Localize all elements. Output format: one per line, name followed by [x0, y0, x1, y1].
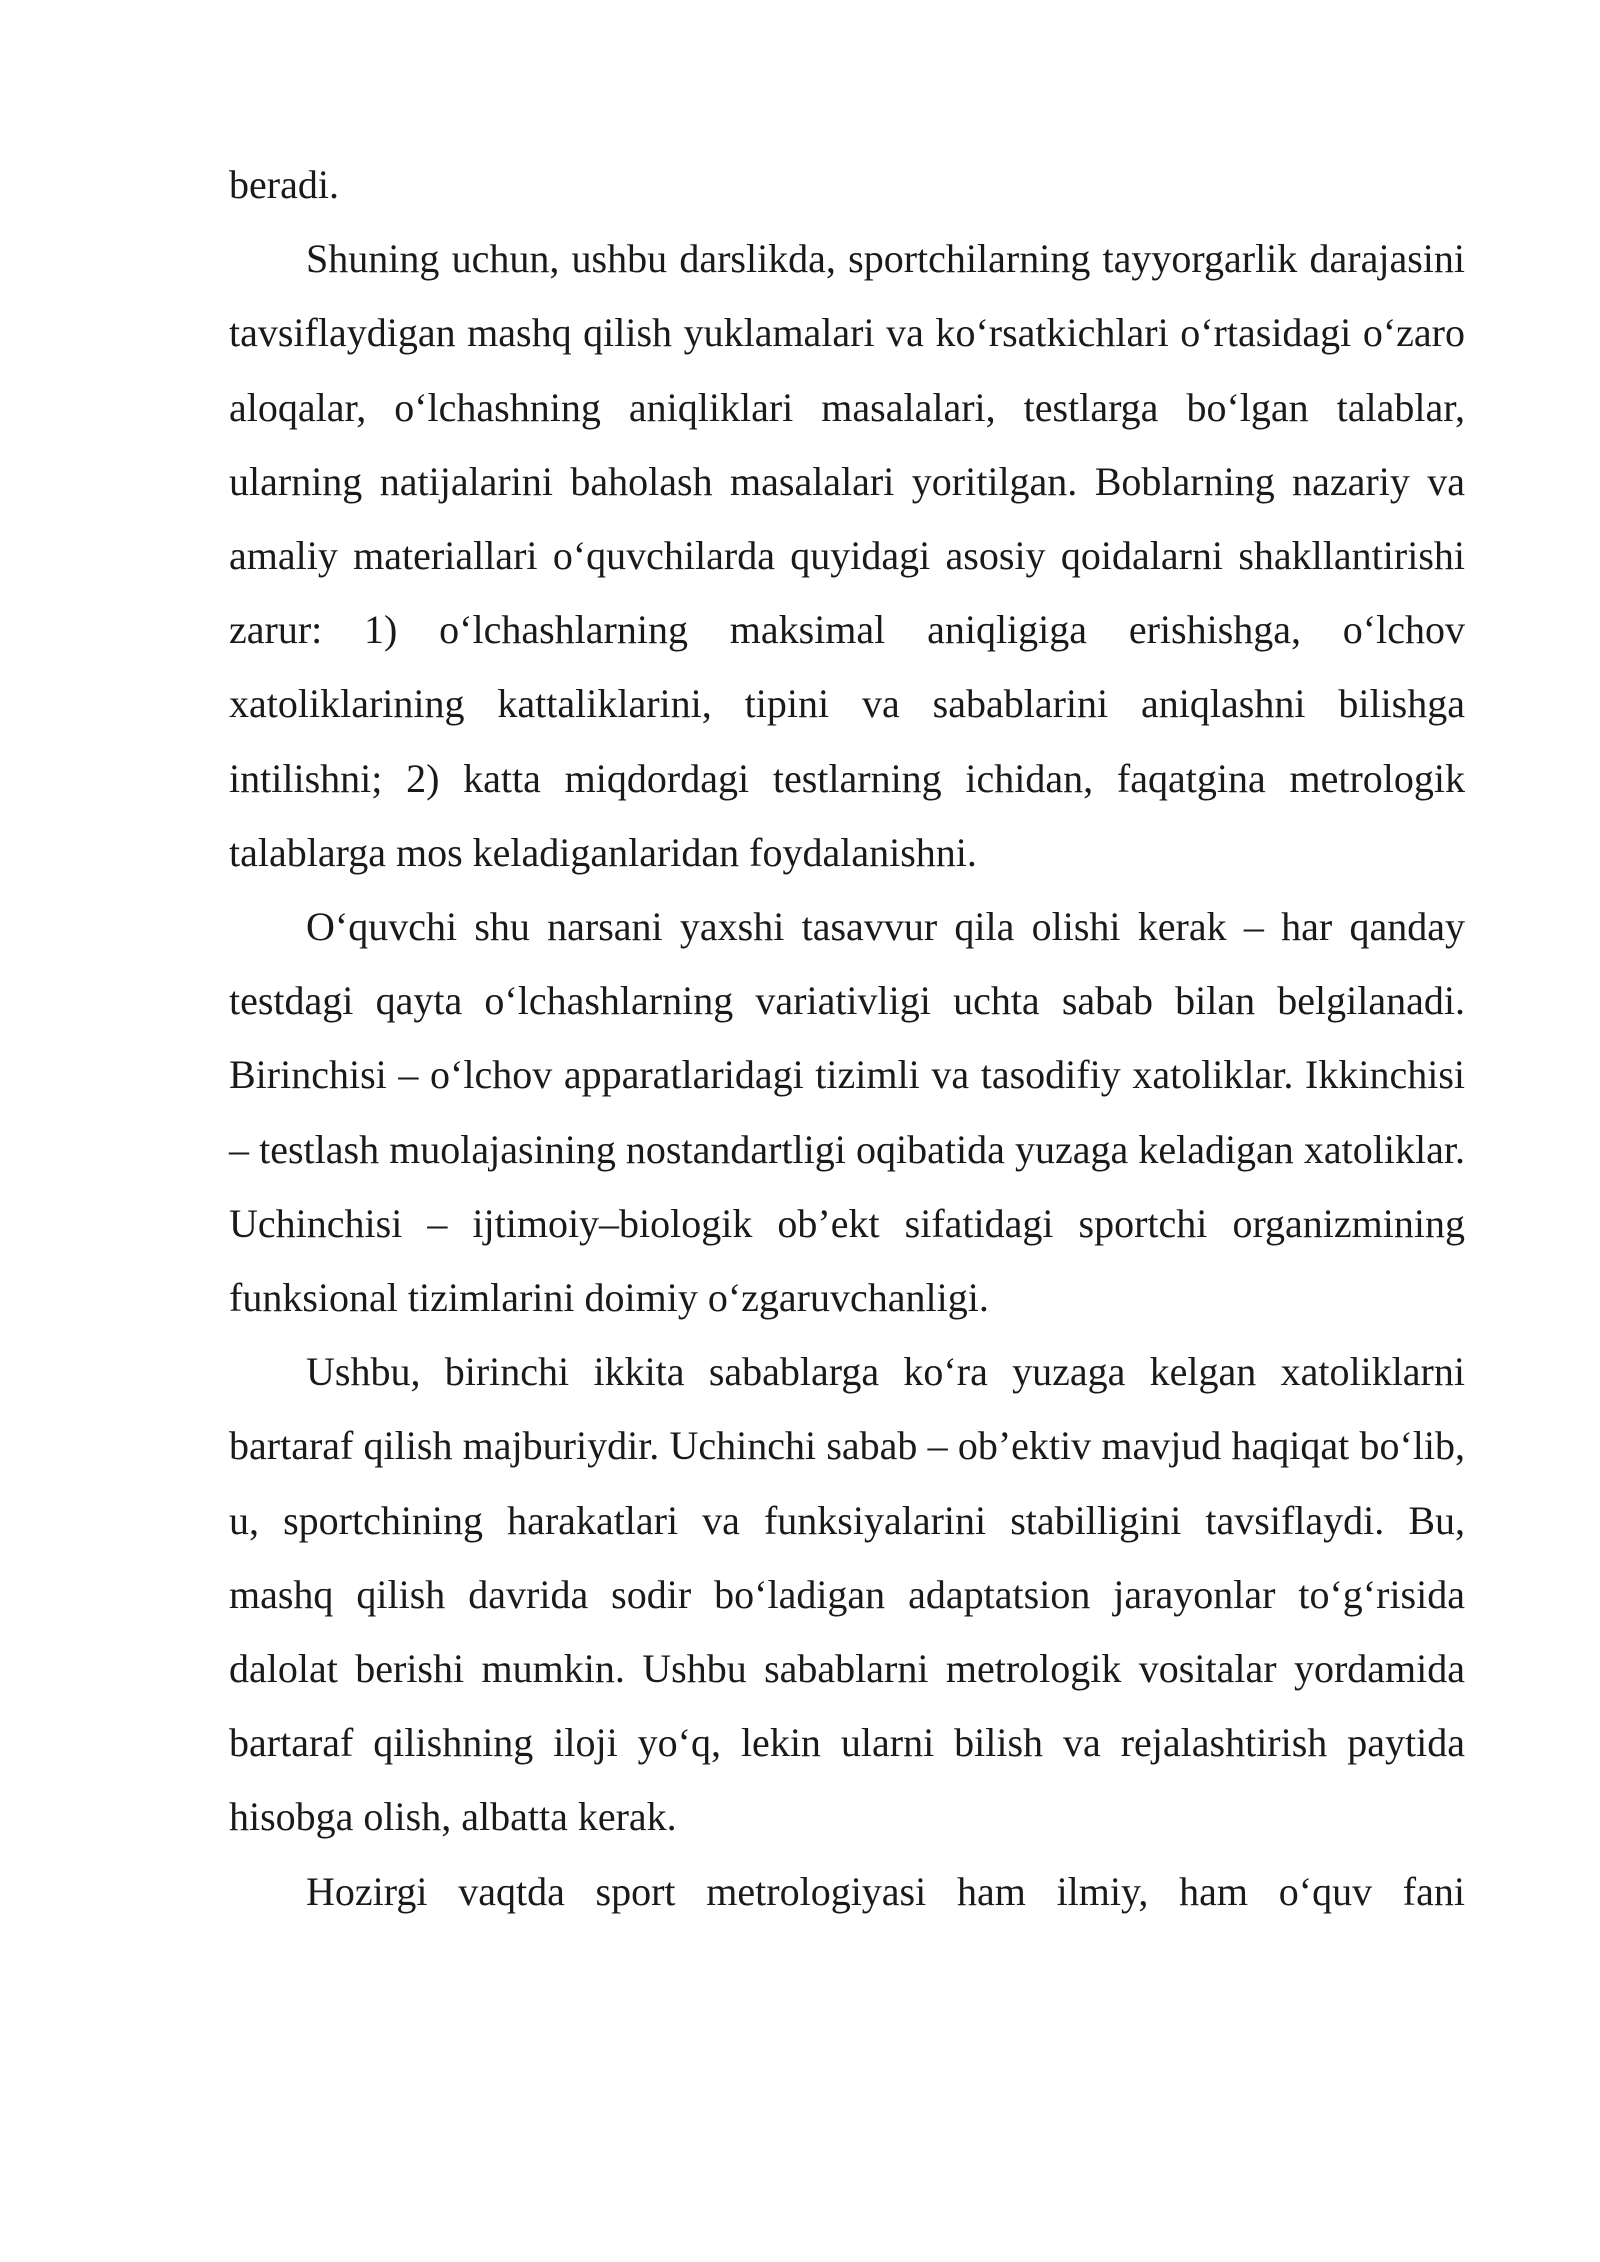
paragraph-metrology: Hozirgi vaqtda sport metrologiyasi ham ilmiy, ham o‘quv fani: [306, 1868, 1465, 1914]
paragraph-causes: O‘quvchi shu narsani yaxshi tasavvur qila olishi kerak – har qanday testdagi qayta o‘lchashlarning variativligi uchta sabab bilan belgilanadi. Birinchisi – o‘lchov apparatlaridagi tizimli va tasodifiy xatoliklar. Ikkinchisi – testlash muolajasining nostandartligi oqibatida yuzaga keladigan xatoliklar. Uchinchisi – ijtimoiy–biologik ob’ekt sifatidagi sportchi organizmining funksional tizimlarini doimiy o‘zgaruvchanligi.: [229, 904, 1465, 1321]
body-text: [229, 148, 1465, 1929]
paragraph-errors: Ushbu, birinchi ikkita sabablarga ko‘ra yuzaga kelgan xatoliklarni bartaraf qilish majburiydir. Uchinchi sabab – ob’ektiv mavjud haqiqat bo‘lib, u, sportchining harakatlari va funksiyalarini stabilligini tavsiflaydi. Bu, mashq qilish davrida sodir bo‘ladigan adaptatsion jarayonlar to‘g‘risida dalolat berishi mumkin. Ushbu sabablarni metrologik vositalar yordamida bartaraf qilishning iloji yo‘q, lekin ularni bilish va rejalashtirish paytida hisobga olish, albatta kerak.: [229, 1349, 1465, 1840]
paragraph-continuation: beradi.: [229, 162, 339, 207]
paragraph-intro: Shuning uchun, ushbu darslikda, sportchilarning tayyorgarlik darajasini tavsiflaydigan mashq qilish yuklamalari va ko‘rsatkichlari o‘rtasidagi o‘zaro aloqalar, o‘lchashning aniqliklari masalalari, testlarga bo‘lgan talablar, ularning natijalarini baholash masalalari yoritilgan. Boblarning nazariy va amaliy materiallari o‘quvchilarda quyidagi asosiy qoidalarni shakllantirishi zarur: 1) o‘lchashlarning maksimal aniqligiga erishishga, o‘lchov xatoliklarining kattaliklarini, tipini va sabablarini aniqlashni bilishga intilishni; 2) katta miqdordagi testlarning ichidan, faqatgina metrologik talablarga mos keladiganlaridan foydalanishni.: [229, 236, 1465, 875]
